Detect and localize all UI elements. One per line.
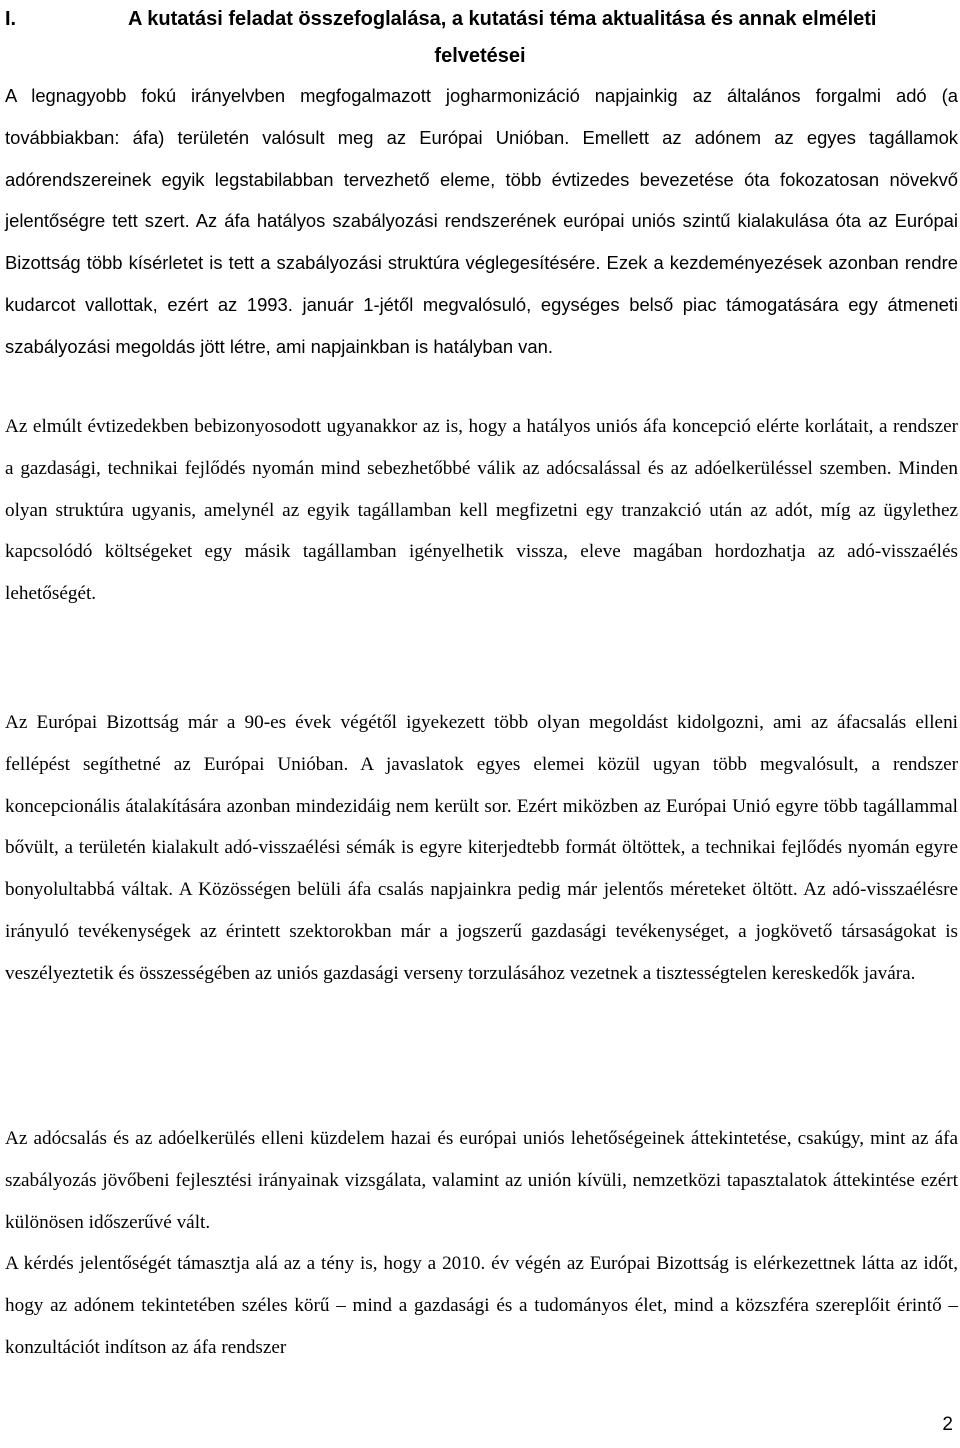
section-number: I. bbox=[5, 8, 17, 30]
section-title-line-2: felvetései bbox=[434, 45, 526, 67]
paragraph-block-2 bbox=[5, 406, 958, 615]
paragraph-block-3 bbox=[5, 702, 958, 995]
paragraph-4: Az adócsalás és az adóelkerülés elleni küzdelem hazai és európai uniós lehetőségeinek áttekintetése, csakúgy, mint az áfa szabályozás jövőbeni fejlesztési irányainak vizsgálata, valamint az unión kívüli, nemzetközi tapasztalatok áttekintése ezért különösen időszerűvé vált. bbox=[5, 1128, 958, 1233]
paragraph-block-4 bbox=[5, 1118, 958, 1369]
paragraph-5: A kérdés jelentőségét támasztja alá az a tény is, hogy a 2010. év végén az Európai Bizottság is elérkezettnek látta az időt, hogy az adónem tekintetében széles körű – mind a gazdasági és a tudományos élet, mind a közszféra szereplőit érintő – konzultációt indítson az áfa rendszer bbox=[5, 1253, 958, 1358]
section-title-line-1: A kutatási feladat összefoglalása, a kutatási téma aktualitása és annak elméleti bbox=[128, 8, 877, 30]
paragraph-block-1 bbox=[5, 75, 958, 368]
page-number: 2 bbox=[942, 1414, 953, 1435]
paragraph-1: A legnagyobb fokú irányelvben megfogalmazott jogharmonizáció napjainkig az általános forgalmi adó (a továbbiakban: áfa) területén valósult meg az Európai Unióban. Emellett az adónem az egyes tagállamok adórendszereinek egyik legstabilabban tervezhető eleme, több évtizedes bevezetése óta fokozatosan növekvő jelentőségre tett szert. Az áfa hatályos szabályozási rendszerének európai uniós szintű kialakulása óta az Európai Bizottság több kísérletet is tett a szabályozási struktúra véglegesítésére. Ezek a kezdeményezések azonban rendre kudarcot vallottak, ezért az 1993. január 1-jétől megvalósuló, egységes belső piac támogatására egy átmeneti szabályozási megoldás jött létre, ami napjainkban is hatályban van. bbox=[5, 85, 958, 357]
paragraph-2: Az elmúlt évtizedekben bebizonyosodott ugyanakkor az is, hogy a hatályos uniós áfa koncepció elérte korlátait, a rendszer a gazdasági, technikai fejlődés nyomán mind sebezhetőbbé válik az adócsalással és az adóelkerüléssel szemben. Minden olyan struktúra ugyanis, amelynél az egyik tagállamban kell megfizetni egy tranzakció után az adót, míg az ügylethez kapcsolódó költségeket egy másik tagállamban igényelhetik vissza, eleve magában hordozhatja az adó-visszaélés lehetőségét. bbox=[5, 416, 958, 605]
paragraph-3: Az Európai Bizottság már a 90-es évek végétől igyekezett több olyan megoldást kidolgozni, ami az áfacsalás elleni fellépést segíthetné az Európai Unióban. A javaslatok egyes elemei közül ugyan több megvalósult, a rendszer koncepcionális átalakítására azonban mindezidáig nem került sor. Ezért miközben az Európai Unió egyre több tagállammal bővült, a területén kialakult adó-visszaélési sémák is egyre kiterjedtebb formát öltöttek, a technikai fejlődés nyomán egyre bonyolultabbá váltak. A Közösségen belüli áfa csalás napjainkra pedig már jelentős méreteket öltött. Az adó-visszaélésre irányuló tevékenységek az érintett szektorokban már a jogszerű gazdasági tevékenységet, a jogkövető társaságokat is veszélyeztetik és összességében az uniós gazdasági verseny torzulásához vezetnek a tisztességtelen kereskedők javára. bbox=[5, 712, 958, 984]
